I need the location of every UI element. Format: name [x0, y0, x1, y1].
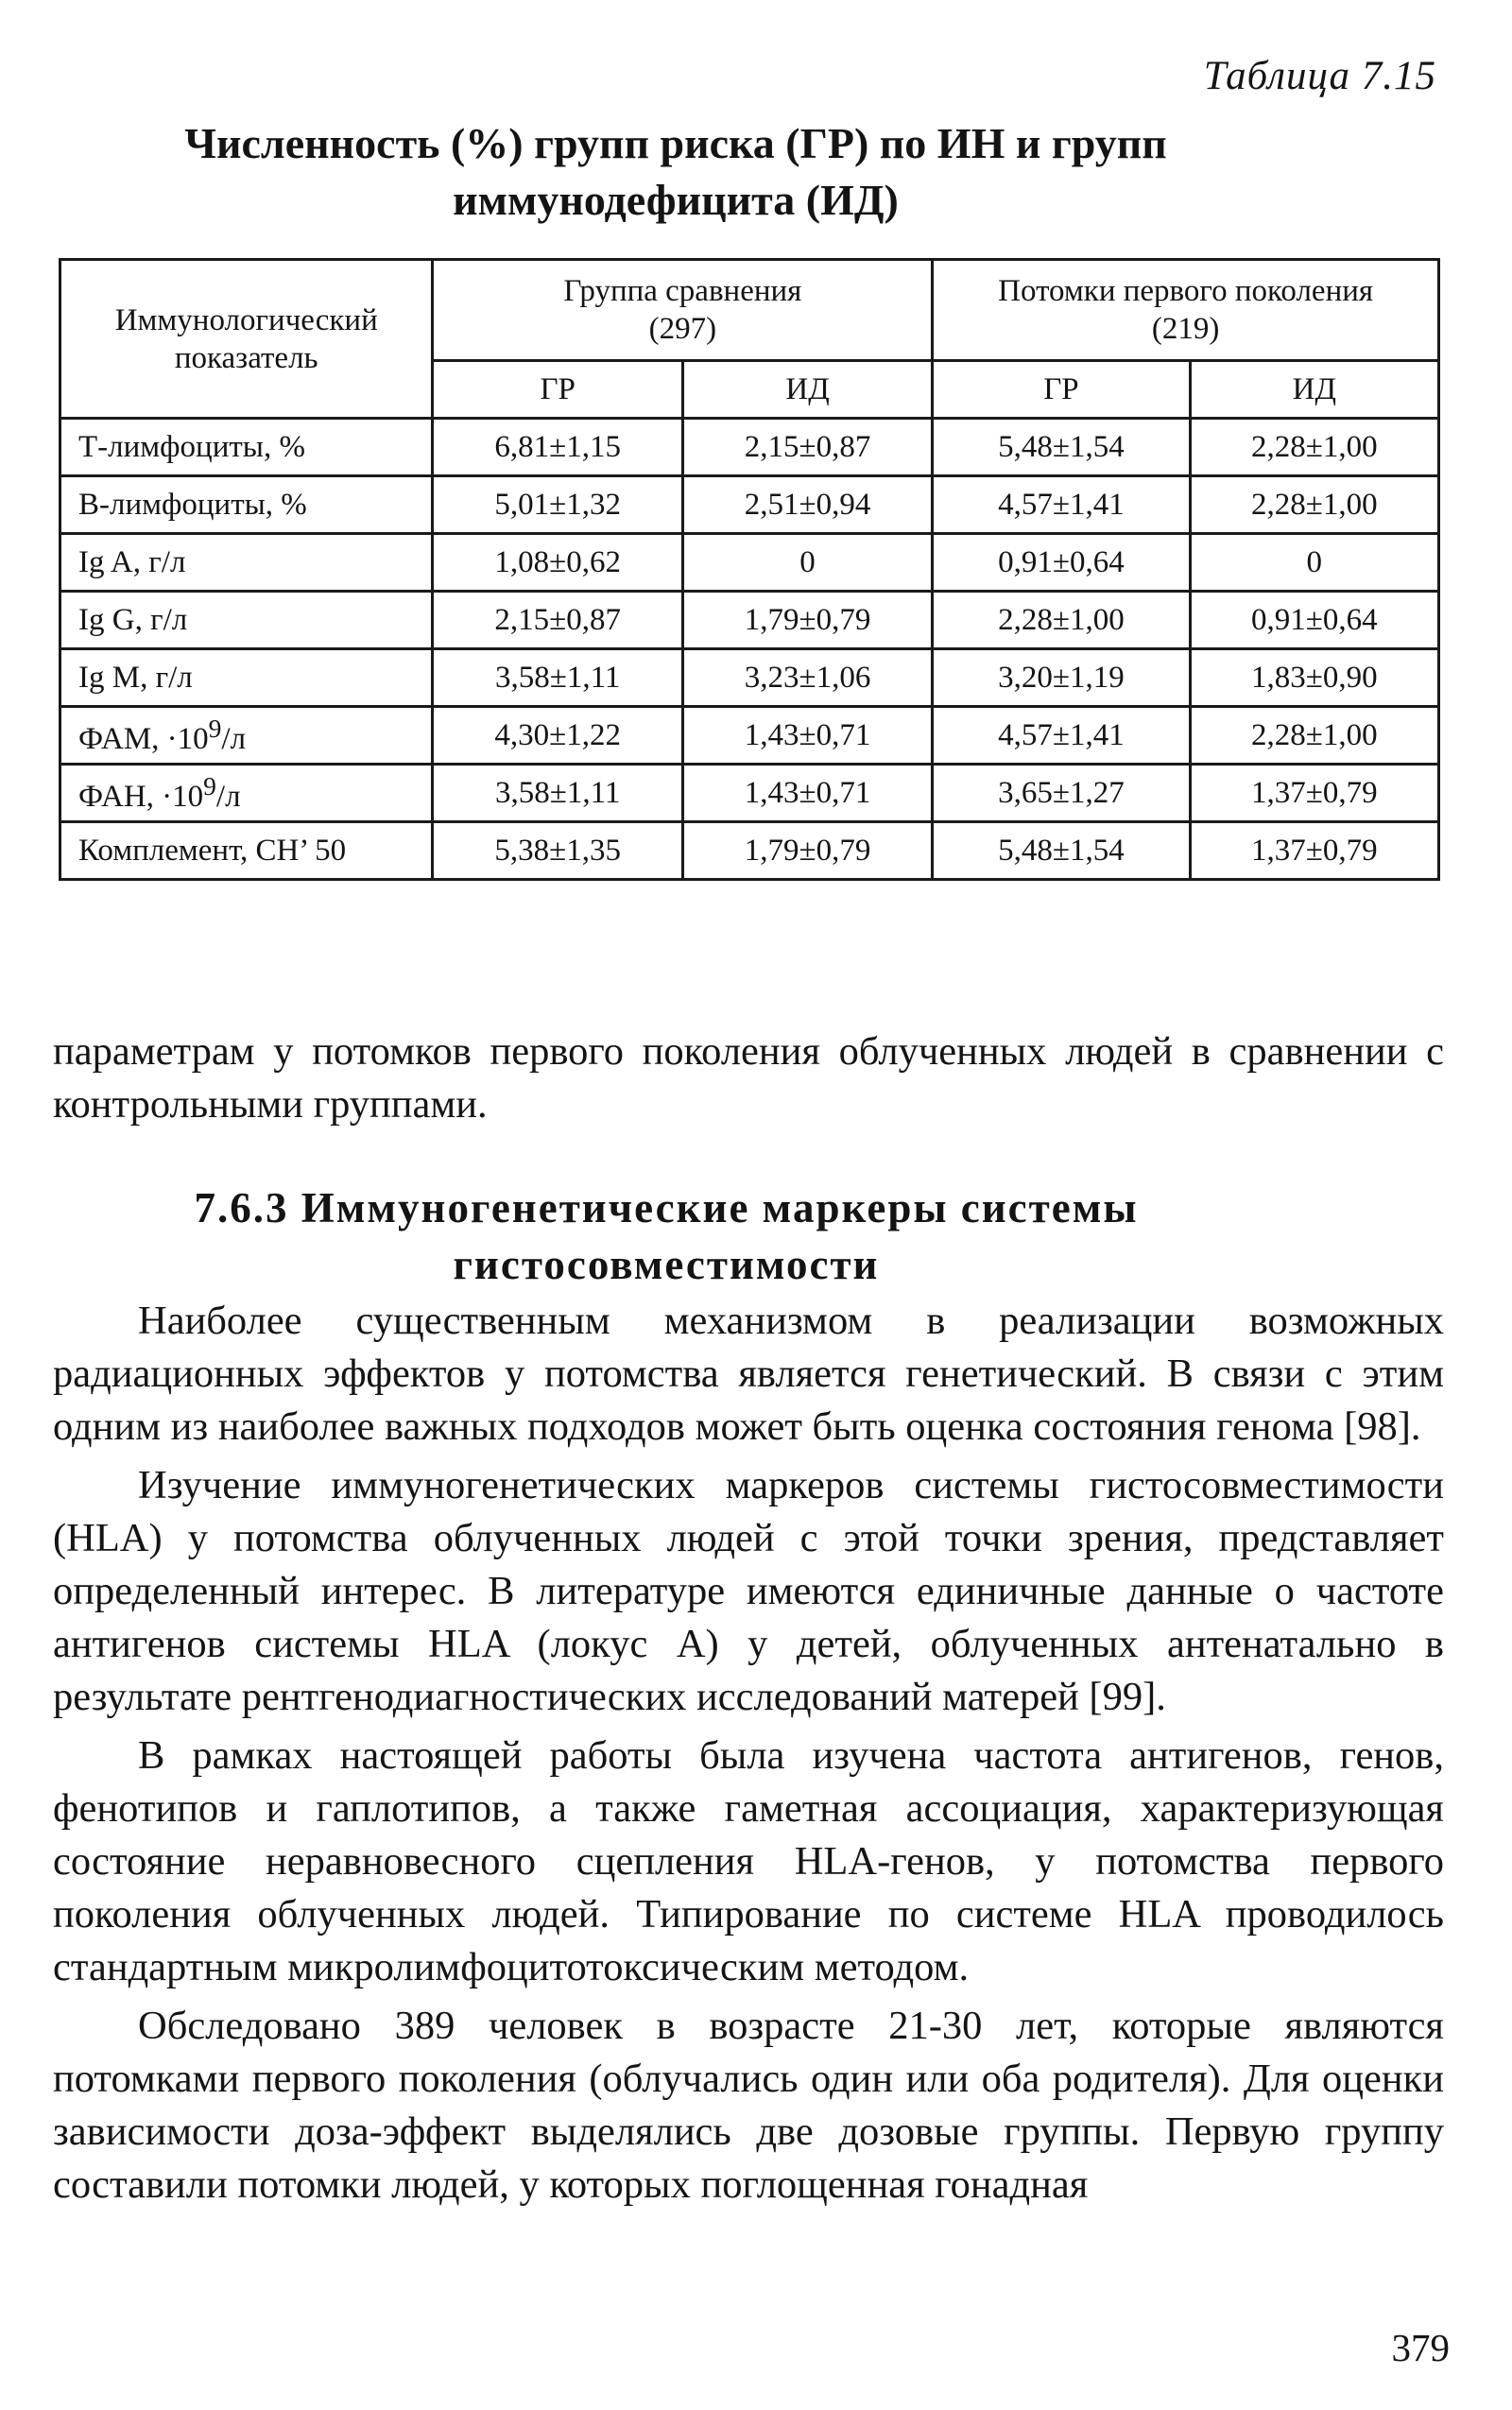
cell-value: 2,15±0,87	[682, 419, 932, 476]
table-row	[60, 822, 1439, 880]
section-heading-line-2: гистосовместимости	[453, 1241, 880, 1288]
row-name: Комплемент, СН’ 50	[60, 822, 433, 880]
cell-value: 2,51±0,94	[682, 476, 932, 534]
cell-value: 2,28±1,00	[1190, 419, 1438, 476]
row-name-prefix: ФАН, ·10	[78, 780, 204, 814]
cell-value: 6,81±1,15	[433, 419, 682, 476]
subheader-id-offspring: ИД	[1190, 361, 1438, 419]
header-indicator-line-1: Иммунологический	[114, 302, 378, 337]
cell-value: 2,28±1,00	[933, 592, 1190, 649]
cell-value: 1,79±0,79	[682, 822, 932, 880]
row-name-suffix: /л	[221, 722, 247, 756]
cell-value: 3,58±1,11	[433, 649, 682, 707]
table-title-line-2: иммунодефицита (ИД)	[453, 176, 899, 224]
cell-value: 1,08±0,62	[433, 534, 682, 592]
table-row	[60, 765, 1439, 822]
row-name	[60, 707, 433, 765]
cell-value: 5,01±1,32	[433, 476, 682, 534]
row-name: Ig A, г/л	[60, 534, 433, 592]
header-group-offspring-line-1: Потомки первого поколения	[998, 274, 1374, 308]
row-name	[60, 765, 433, 822]
cell-value: 2,28±1,00	[1190, 707, 1438, 765]
cell-value: 5,48±1,54	[933, 822, 1190, 880]
header-group-comparison-line-2: (297)	[648, 312, 717, 346]
cell-value: 1,43±0,71	[682, 707, 932, 765]
cell-value: 1,37±0,79	[1190, 822, 1438, 880]
cell-value: 4,57±1,41	[933, 707, 1190, 765]
header-indicator-line-2: показатель	[174, 340, 318, 375]
row-name-exponent: 9	[208, 714, 222, 743]
cell-value: 0,91±0,64	[933, 534, 1190, 592]
header-indicator	[60, 260, 433, 419]
cell-value: 0,91±0,64	[1190, 592, 1438, 649]
table-title-line-1: Численность (%) групп риска (ГР) по ИН и групп	[184, 119, 1167, 167]
header-group-offspring-line-2: (219)	[1151, 312, 1220, 346]
table-title	[0, 115, 1432, 229]
table-row	[60, 592, 1439, 649]
table-row	[60, 534, 1439, 592]
cell-value: 5,38±1,35	[433, 822, 682, 880]
data-table	[59, 258, 1440, 881]
cell-value: 0	[1190, 534, 1438, 592]
cell-value: 1,79±0,79	[682, 592, 932, 649]
table-row	[60, 649, 1439, 707]
row-name: Т-лимфоциты, %	[60, 419, 433, 476]
row-name-prefix: ФАМ, ·10	[78, 722, 209, 756]
paragraph: В рамках настоящей работы была изучена частота антигенов, генов, фенотипов и гаплотипов, а также гаметная ассоциация, характеризующая состояние неравновесного сцепления HLA-генов, у потомства первого поколения облученных людей. Типирование по системе HLA проводилось стандартным микролимфоцитотоксическим методом.	[53, 1733, 1444, 1989]
cell-value: 1,43±0,71	[682, 765, 932, 822]
row-name: Ig G, г/л	[60, 592, 433, 649]
subheader-gr-offspring: ГР	[933, 361, 1190, 419]
header-group-offspring	[933, 260, 1439, 361]
paragraph: Изучение иммуногенетических маркеров системы гистосовместимости (HLA) у потомства облученных людей с этой точки зрения, представляет определенный интерес. В литературе имеются единичные данные о частоте антигенов системы HLA (локус А) у детей, облученных антенатально в результате рентгенодиагностических исследований матерей [99].	[53, 1463, 1444, 1719]
row-name: Ig M, г/л	[60, 649, 433, 707]
row-name: В-лимфоциты, %	[60, 476, 433, 534]
paragraph: Обследовано 389 человек в возрасте 21-30 лет, которые являются потомками первого поколения (облучались один или оба родителя). Для оценки зависимости доза-эффект выделялись две дозовые группы. Первую группу составили потомки людей, у которых поглощенная гонадная	[53, 2004, 1444, 2207]
table-row	[60, 707, 1439, 765]
paragraph: Наиболее существенным механизмом в реализации возможных радиационных эффектов у потомства является генетический. В связи с этим одним из наиболее важных подходов может быть оценка состояния генома [98].	[53, 1299, 1444, 1449]
header-group-comparison-line-1: Группа сравнения	[563, 274, 802, 308]
cell-value: 3,23±1,06	[682, 649, 932, 707]
cell-value: 1,83±0,90	[1190, 649, 1438, 707]
section-heading	[0, 1179, 1422, 1293]
subheader-gr-comparison: ГР	[433, 361, 682, 419]
row-name-exponent: 9	[203, 771, 216, 800]
cell-value: 4,57±1,41	[933, 476, 1190, 534]
cell-value: 4,30±1,22	[433, 707, 682, 765]
cell-value: 3,20±1,19	[933, 649, 1190, 707]
section-heading-line-1: 7.6.3 Иммуногенетические маркеры системы	[194, 1184, 1139, 1231]
row-name-suffix: /л	[215, 780, 241, 814]
continuation-paragraph	[53, 1025, 1444, 1131]
cell-value: 3,58±1,11	[433, 765, 682, 822]
continuation-text: параметрам у потомков первого поколения облученных людей в сравнении с контрольными группами.	[53, 1029, 1444, 1127]
page-number: 379	[1391, 2326, 1450, 2369]
cell-value: 0	[682, 534, 932, 592]
subheader-id-comparison: ИД	[682, 361, 932, 419]
table-row	[60, 419, 1439, 476]
cell-value: 5,48±1,54	[933, 419, 1190, 476]
table-label: Таблица 7.15	[1203, 54, 1436, 98]
section-body	[53, 1295, 1444, 2212]
cell-value: 2,28±1,00	[1190, 476, 1438, 534]
cell-value: 1,37±0,79	[1190, 765, 1438, 822]
table-row	[60, 476, 1439, 534]
cell-value: 2,15±0,87	[433, 592, 682, 649]
cell-value: 3,65±1,27	[933, 765, 1190, 822]
header-group-comparison	[433, 260, 933, 361]
